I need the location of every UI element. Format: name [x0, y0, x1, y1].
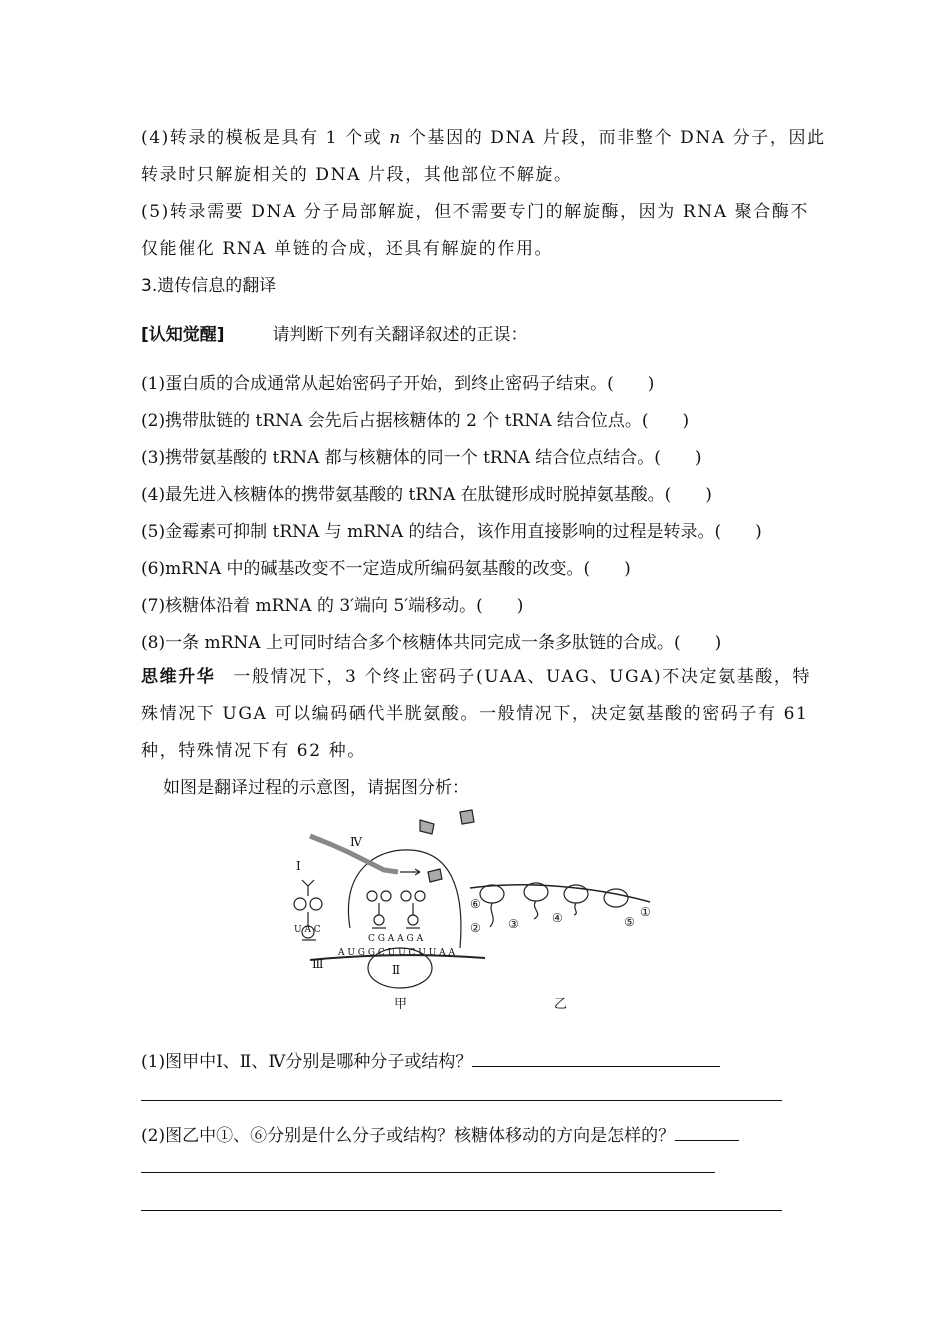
thinking-line-1: 思维升华 一般情况下，3 个终止密码子(UAA、UAG、UGA)不决定氨基酸，特 — [141, 667, 812, 687]
answer-blank-q1[interactable] — [472, 1048, 720, 1067]
amino-acid-c — [428, 869, 442, 882]
prompt-tag: [认知觉醒] — [141, 325, 225, 345]
figure-label-ii: Ⅱ — [392, 963, 401, 977]
mark-5: ⑤ — [624, 915, 635, 929]
answer-rule-q2-b[interactable] — [141, 1210, 782, 1211]
trna-in-ribosome-b — [401, 891, 425, 928]
answer-rule-q1[interactable] — [141, 1100, 782, 1101]
panel-label-b: 乙 — [554, 997, 568, 1012]
note-item-5-line-1: (5)转录需要 DNA 分子局部解旋，但不需要专门的解旋酶，因为 RNA 聚合酶不 — [141, 202, 810, 222]
amino-acid-b — [460, 810, 474, 824]
judgement-item-2: (2)携带肽链的 tRNA 会先后占据核糖体的 2 个 tRNA 结合位点。( ) — [141, 411, 690, 431]
thinking-line-2: 殊情况下 UGA 可以编码硒代半胱氨酸。一般情况下，决定氨基酸的密码子有 61 — [141, 704, 809, 724]
prompt-text: 请判断下列有关翻译叙述的正误： — [272, 325, 528, 345]
question-1: (1)图甲中Ⅰ、Ⅱ、Ⅳ分别是哪种分子或结构？ — [141, 1048, 720, 1074]
polypeptide-chains — [490, 901, 576, 927]
panel-label-a: 甲 — [394, 997, 408, 1012]
mrna-sequence: A U G G C U U C U U A A — [338, 948, 456, 958]
judgement-item-7: (7)核糖体沿着 mRNA 的 3′端向 5′端移动。( ) — [141, 596, 524, 616]
note-item-4-line-1: (4)转录的模板是具有 1 个或 n 个基因的 DNA 片段，而非整个 DNA 分子，因此 — [141, 128, 826, 148]
figure-label-iv: Ⅳ — [350, 835, 362, 849]
judgement-item-5: (5)金霉素可抑制 tRNA 与 mRNA 的结合，该作用直接影响的过程是转录。( ) — [141, 522, 762, 542]
anticodon-left: U A C — [294, 925, 321, 935]
answer-blank-q2[interactable] — [675, 1122, 739, 1141]
question-2: (2)图乙中①、⑥分别是什么分子或结构？核糖体移动的方向是怎样的？ — [141, 1122, 739, 1148]
amino-acid-a — [420, 820, 434, 834]
answer-rule-q2-a[interactable] — [141, 1172, 715, 1173]
mark-2: ② — [470, 921, 481, 935]
note-item-4-line-2: 转录时只解旋相关的 DNA 片段，其他部位不解旋。 — [141, 165, 573, 185]
thinking-tag: 思维升华 — [141, 667, 216, 687]
mark-6: ⑥ — [470, 897, 481, 911]
prompt-line — [141, 323, 528, 347]
mark-3: ③ — [508, 917, 519, 931]
figure-intro: 如图是翻译过程的示意图，请据图分析： — [163, 778, 469, 798]
translation-diagram — [280, 808, 700, 1018]
judgement-item-8: (8)一条 mRNA 上可同时结合多个核糖体共同完成一条多肽链的合成。( ) — [141, 633, 722, 653]
trna-in-ribosome-a — [367, 891, 391, 928]
figure-label-i: Ⅰ — [296, 859, 301, 873]
anticodon-mid: C G A A G A — [368, 934, 424, 944]
polysome-mrna — [470, 885, 650, 902]
judgement-item-1: (1)蛋白质的合成通常从起始密码子开始，到终止密码子结束。( ) — [141, 374, 655, 394]
section-title: 3.遗传信息的翻译 — [141, 276, 277, 296]
mark-1: ① — [640, 905, 651, 919]
note-item-5-line-2: 仅能催化 RNA 单链的合成，还具有解旋的作用。 — [141, 239, 554, 259]
judgement-item-3: (3)携带氨基酸的 tRNA 都与核糖体的同一个 tRNA 结合位点结合。( ) — [141, 448, 702, 468]
mark-4: ④ — [552, 911, 563, 925]
figure-label-iii: Ⅲ — [312, 957, 324, 971]
judgement-item-4: (4)最先进入核糖体的携带氨基酸的 tRNA 在肽键形成时脱掉氨基酸。( ) — [141, 485, 712, 505]
judgement-item-6: (6)mRNA 中的碱基改变不一定造成所编码氨基酸的改变。( ) — [141, 559, 631, 579]
thinking-line-3: 种，特殊情况下有 62 种。 — [141, 741, 366, 761]
